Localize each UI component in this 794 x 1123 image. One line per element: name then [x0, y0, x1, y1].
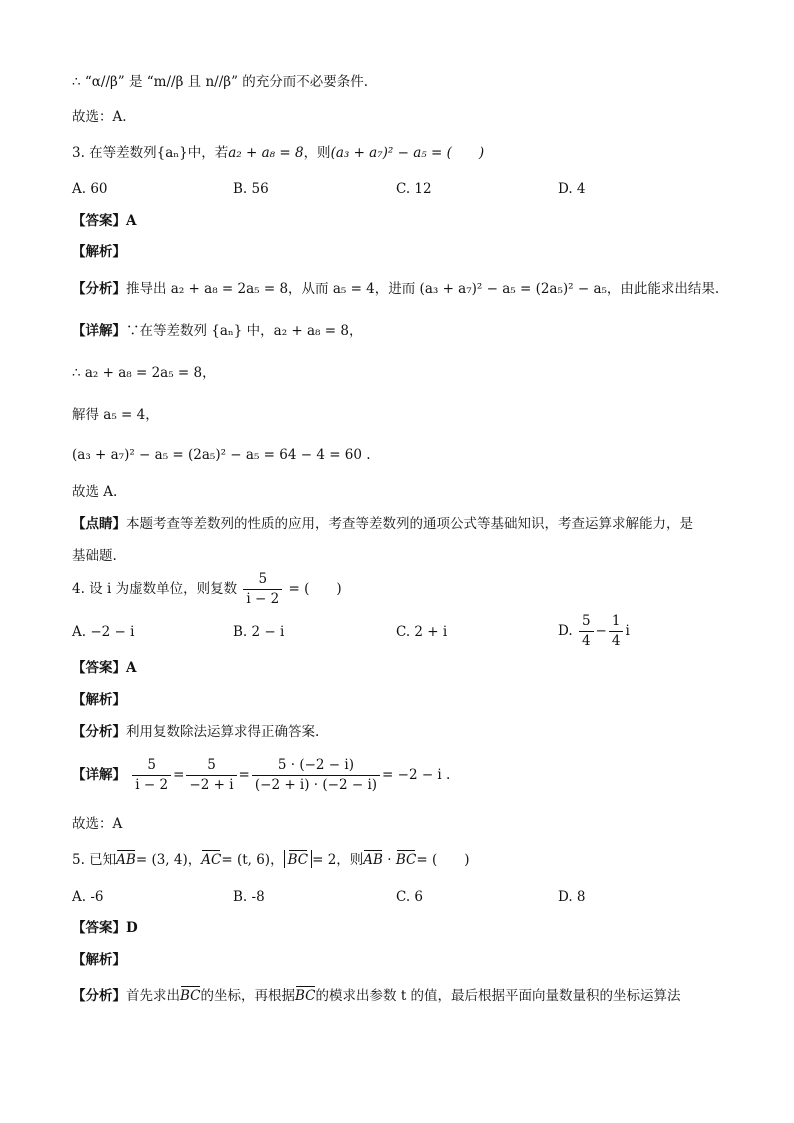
option-c[interactable]: C. 6 — [396, 889, 424, 905]
fenxi-line: 【分析】首先求出BC的坐标，再根据BC的模求出参数 t 的值，最后根据平面向量数量积的坐标运算法 — [72, 988, 681, 1004]
vector: BC — [180, 988, 201, 1004]
fenxi-line: 【分析】推导出 a₂ + a₈ = 2a₅ = 8，从而 a₅ = 4，进而 (a₃ + a₇)² − a₅ = (2a₅)² − a₅，由此能求出结果. — [72, 281, 720, 297]
solution-step: ∴ a₂ + a₈ = 2a₅ = 8， — [72, 365, 216, 381]
question-3: 3. 在等差数列{aₙ}中，若a₂ + a₈ = 8，则(a₃ + a₇)² − a₅ = ( ) — [72, 145, 485, 161]
vector: AB — [363, 852, 383, 868]
text-line: 故选：A. — [72, 109, 127, 125]
solution-step: (a₃ + a₇)² − a₅ = (2a₅)² − a₅ = 64 − 4 = 60 . — [72, 447, 371, 463]
analysis-label: 【解析】 — [72, 244, 126, 260]
option-d[interactable]: D. 8 — [558, 889, 586, 905]
vector: BC — [287, 852, 309, 868]
option-c[interactable]: C. 2 + i — [396, 624, 448, 640]
vector: BC — [395, 852, 417, 868]
option-d[interactable]: D. $\frac{5}{4}$ − $\frac{1}{4}$ i — [558, 613, 630, 649]
option-b[interactable]: B. 56 — [233, 181, 269, 197]
question-5: 5. 已知AB= (3, 4)，AC= (t, 6)， BC = 2，则AB · BC= ( ) — [72, 852, 470, 868]
answer-label: 【答案】A — [72, 213, 137, 229]
option-c[interactable]: C. 12 — [396, 181, 432, 197]
text-line: ∴ “α//β” 是 “m//β 且 n//β” 的充分而不必要条件. — [72, 74, 369, 90]
question-4: 4. 设 i 为虚数单位，则复数 $\frac{5}{i - 2}$ = ( ) — [72, 571, 342, 607]
analysis-label: 【解析】 — [72, 692, 126, 708]
option-a[interactable]: A. -6 — [72, 889, 104, 905]
option-b[interactable]: B. 2 − i — [233, 624, 285, 640]
absolute-value — [284, 850, 313, 868]
fraction: $\frac{5}{i - 2}$ — [243, 572, 282, 607]
option-a[interactable]: A. 60 — [72, 181, 108, 197]
solution-step: 解得 a₅ = 4， — [72, 407, 159, 423]
dianjing-line: 【点睛】本题考查等差数列的性质的应用，考查等差数列的通项公式等基础知识，考查运算求解能力，是 — [72, 516, 693, 532]
fenxi-line: 【分析】利用复数除法运算求得正确答案. — [72, 724, 320, 740]
xiangjie-line: 【详解】 $\frac{5}{i - 2}$ = $\frac{5}{-2 + i}$ = $\frac{5 \cdot (-2 - i)}{(-2 + i) \cdot (-2 - i)}$ = −2 − i . — [72, 757, 451, 793]
choose-line: 故选：A — [72, 816, 123, 832]
option-d[interactable]: D. 4 — [558, 181, 586, 197]
choose-line: 故选 A. — [72, 484, 118, 500]
option-a[interactable]: A. −2 − i — [72, 624, 135, 640]
analysis-label: 【解析】 — [72, 952, 126, 968]
answer-label: 【答案】D — [72, 920, 138, 936]
xiangjie-line: 【详解】∵在等差数列 {aₙ} 中，a₂ + a₈ = 8， — [72, 323, 363, 339]
dianjing-line-2: 基础题. — [72, 548, 117, 564]
vector: AC — [201, 852, 222, 868]
vector: AB — [116, 852, 136, 868]
answer-label: 【答案】A — [72, 660, 137, 676]
option-b[interactable]: B. -8 — [233, 889, 265, 905]
vector: BC — [295, 988, 316, 1004]
